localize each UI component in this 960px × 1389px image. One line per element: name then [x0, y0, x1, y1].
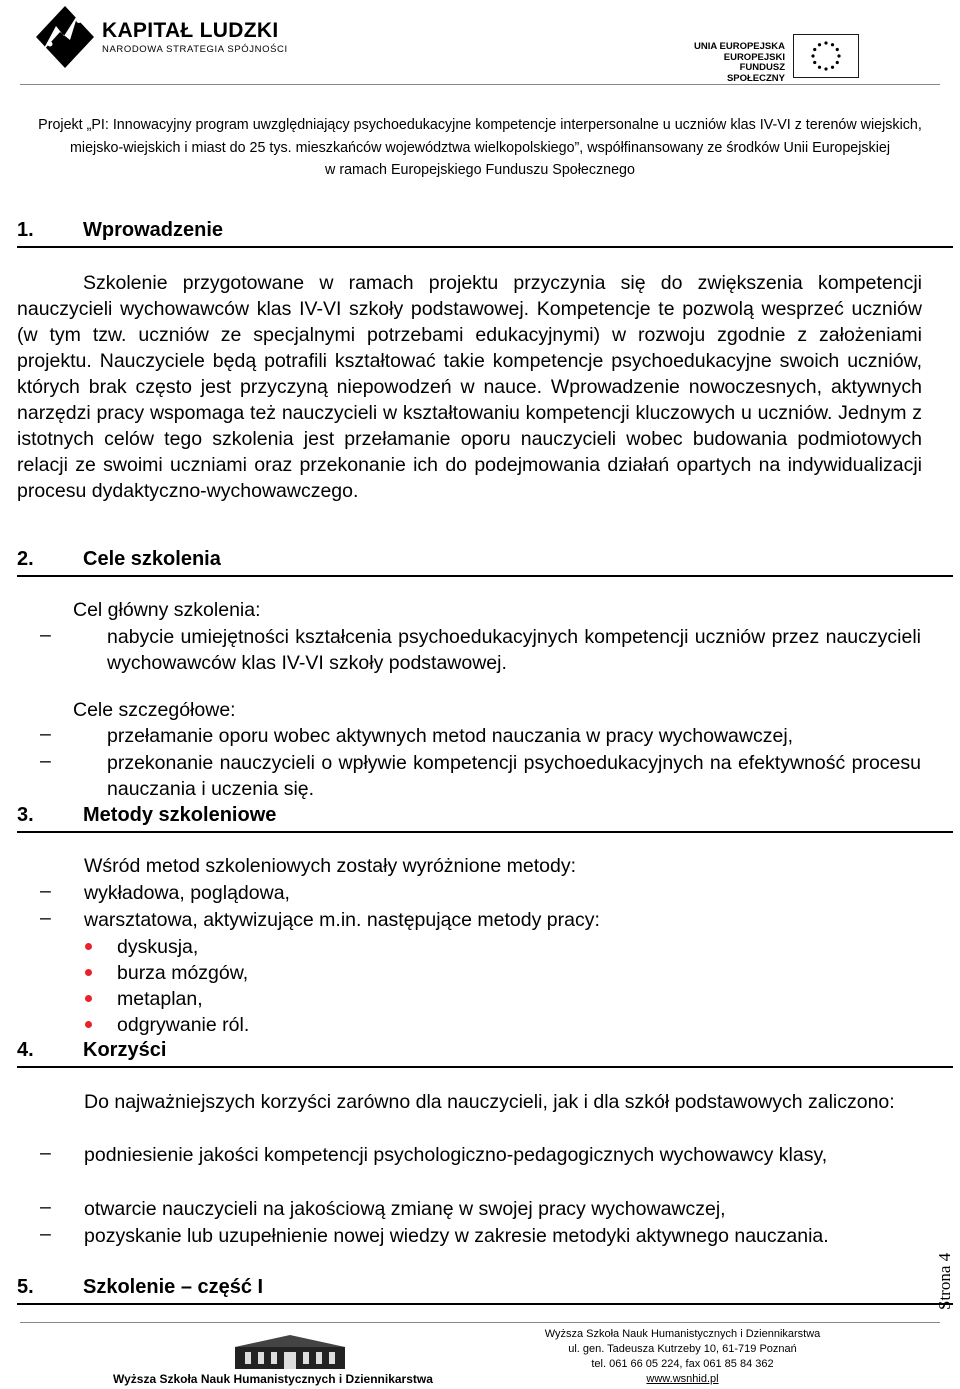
eu-star-icon [831, 43, 834, 46]
section-title: Korzyści [83, 1039, 167, 1061]
section-number: 1. [17, 219, 34, 241]
method-subitem: metaplan, [117, 988, 203, 1010]
benefits-intro: Do najważniejszych korzyści zarówno dla nauczycieli, jak i dla szkół podstawowych zaliczono: [84, 1091, 895, 1113]
eu-star-icon [811, 54, 814, 57]
dash-bullet: – [40, 750, 51, 772]
dash-bullet: – [40, 723, 51, 745]
eu-star-icon [836, 48, 839, 51]
eu-star-icon [824, 41, 827, 44]
bullet-dot-icon [85, 969, 92, 976]
intro-paragraph: Szkolenie przygotowane w ramach projektu przyczynia się do zwiększenia kompetencji nauczycieli wychowawców klas IV-VI szkoły podstawowej. Kompetencje te pozwolą wesprzeć uczniów (w tym tzw. uczniów ze specjalnymi potrzebami edukacyjnymi) w rozwoju zgodnie z założeniami projektu. Nauczyciele będą potrafili kształtować takie kompetencje psychoedukacyjne swoich uczniów, których brak często jest przyczyną niepowodzeń w nauce. Wprowadzenie nowoczesnych, aktywnych narzędzi pracy wspomaga też nauczycieli w kształtowaniu kompetencji kluczowych u uczniów. Jednym z istotnych celów tego szkolenia jest przełamanie oporu nauczycieli wobec budowania podmiotowych relacji ze swoimi uczniami oraz przekonanie ich do podejmowania działań opartych na indywidualizacji procesu dydaktyczno-wychowawczego. [17, 272, 922, 502]
detail-goals-label: Cele szczegółowe: [73, 699, 236, 721]
project-description [20, 114, 940, 182]
eu-star-icon [813, 61, 816, 64]
footer-line: ul. gen. Tadeusza Kutrzeby 10, 61-719 Poznań [568, 1343, 797, 1355]
method-subitem: dyskusja, [117, 936, 199, 958]
left-logo-title: KAPITAŁ LUDZKI [102, 19, 279, 42]
method-item: warsztatowa, aktywizujące m.in. następujące metody pracy: [84, 909, 600, 931]
heading-underline [17, 246, 953, 248]
bullet-dot-icon [85, 943, 92, 950]
method-subitem: burza mózgów, [117, 962, 249, 984]
section-number: 4. [17, 1039, 34, 1061]
eu-star-icon [818, 66, 821, 69]
right-logo-text [690, 42, 785, 84]
benefit-item: otwarcie nauczycieli na jakościową zmianę w swojej pracy wychowawczej, [84, 1198, 726, 1220]
project-line: w ramach Europejskiego Funduszu Społecznego [325, 162, 635, 178]
dash-bullet: – [40, 1223, 51, 1245]
section-2-heading [17, 548, 221, 571]
bullet-dot-icon [85, 1021, 92, 1028]
eu-star-icon [836, 61, 839, 64]
section-number: 2. [17, 548, 34, 570]
heading-underline [17, 1303, 953, 1305]
benefit-item: podniesienie jakości kompetencji psychologiczno-pedagogicznych wychowawcy klasy, [84, 1144, 828, 1166]
section-number: 3. [17, 804, 34, 826]
eu-flag-icon [793, 34, 859, 78]
eu-star-icon [813, 48, 816, 51]
page-number: Strona 4 [935, 1252, 954, 1310]
project-line: miejsko-wiejskich i miast do 25 tys. mieszkańców województwa wielkopolskiego”, współfinansowany ze środków Unii Europejskiej [69, 139, 891, 156]
section-title: Metody szkoleniowe [83, 804, 277, 826]
eu-star-icon [831, 66, 834, 69]
footer-line: tel. 061 66 05 224, fax 061 85 84 362 [591, 1358, 774, 1370]
method-item: wykładowa, poglądowa, [84, 882, 290, 904]
heading-underline [17, 1066, 953, 1068]
heading-underline [17, 575, 953, 577]
heading-underline [17, 831, 953, 833]
section-5-heading [17, 1276, 263, 1299]
dash-bullet: – [40, 907, 51, 929]
section-number: 5. [17, 1276, 34, 1298]
school-logo-text: Wyższa Szkoła Nauk Humanistycznych i Dziennikarstwa [113, 1372, 433, 1386]
section-4-heading [17, 1039, 166, 1062]
section-title: Szkolenie – część I [83, 1276, 264, 1298]
eu-star-icon [818, 43, 821, 46]
detail-goal-item: przełamanie oporu wobec aktywnych metod nauczania w pracy wychowawczej, [107, 725, 794, 747]
footer-divider [20, 1322, 940, 1323]
footer-website-link[interactable]: www.wsnhid.pl [646, 1373, 719, 1385]
section-3-heading [17, 804, 276, 827]
dash-bullet: – [40, 1196, 51, 1218]
footer-contact [530, 1327, 835, 1387]
project-line: Projekt „PI: Innowacyjny program uwzględniający psychoedukacyjne kompetencje interpersonalne u uczniów klas IV-VI z terenów wiejskich, [38, 117, 922, 133]
right-logo-line: UNIA EUROPEJSKA [694, 41, 785, 52]
section-title: Wprowadzenie [83, 219, 224, 241]
eu-star-icon [824, 67, 827, 70]
bullet-dot-icon [85, 995, 92, 1002]
section-1-heading [17, 219, 223, 242]
main-goal-label: Cel główny szkolenia: [73, 599, 261, 621]
dash-bullet: – [40, 1142, 51, 1164]
right-logo-line: EUROPEJSKI [723, 51, 785, 63]
right-logo-line: FUNDUSZ SPOŁECZNY [726, 62, 785, 84]
header-divider [20, 84, 940, 85]
section-title: Cele szkolenia [83, 548, 221, 570]
methods-intro: Wśród metod szkoleniowych zostały wyróżnione metody: [84, 855, 577, 877]
kapital-ludzki-logo-mark [36, 6, 94, 68]
main-goal-item: nabycie umiejętności kształcenia psychoedukacyjnych kompetencji uczniów przez nauczycieli wychowawców klas IV-VI szkoły podstawowej. [107, 626, 921, 674]
dash-bullet: – [40, 624, 51, 646]
school-building-icon [230, 1333, 350, 1371]
benefit-item: pozyskanie lub uzupełnienie nowej wiedzy w zakresie metodyki aktywnego nauczania. [84, 1225, 829, 1247]
left-logo-subtitle: NARODOWA STRATEGIA SPÓJNOŚCI [102, 44, 288, 55]
footer-line: Wyższa Szkoła Nauk Humanistycznych i Dziennikarstwa [544, 1328, 821, 1340]
method-subitem: odgrywanie ról. [117, 1014, 250, 1036]
eu-star-icon [837, 54, 840, 57]
detail-goal-item: przekonanie nauczycieli o wpływie kompetencji psychoedukacyjnych na efektywność procesu nauczania i uczenia się. [107, 752, 921, 800]
dash-bullet: – [40, 880, 51, 902]
